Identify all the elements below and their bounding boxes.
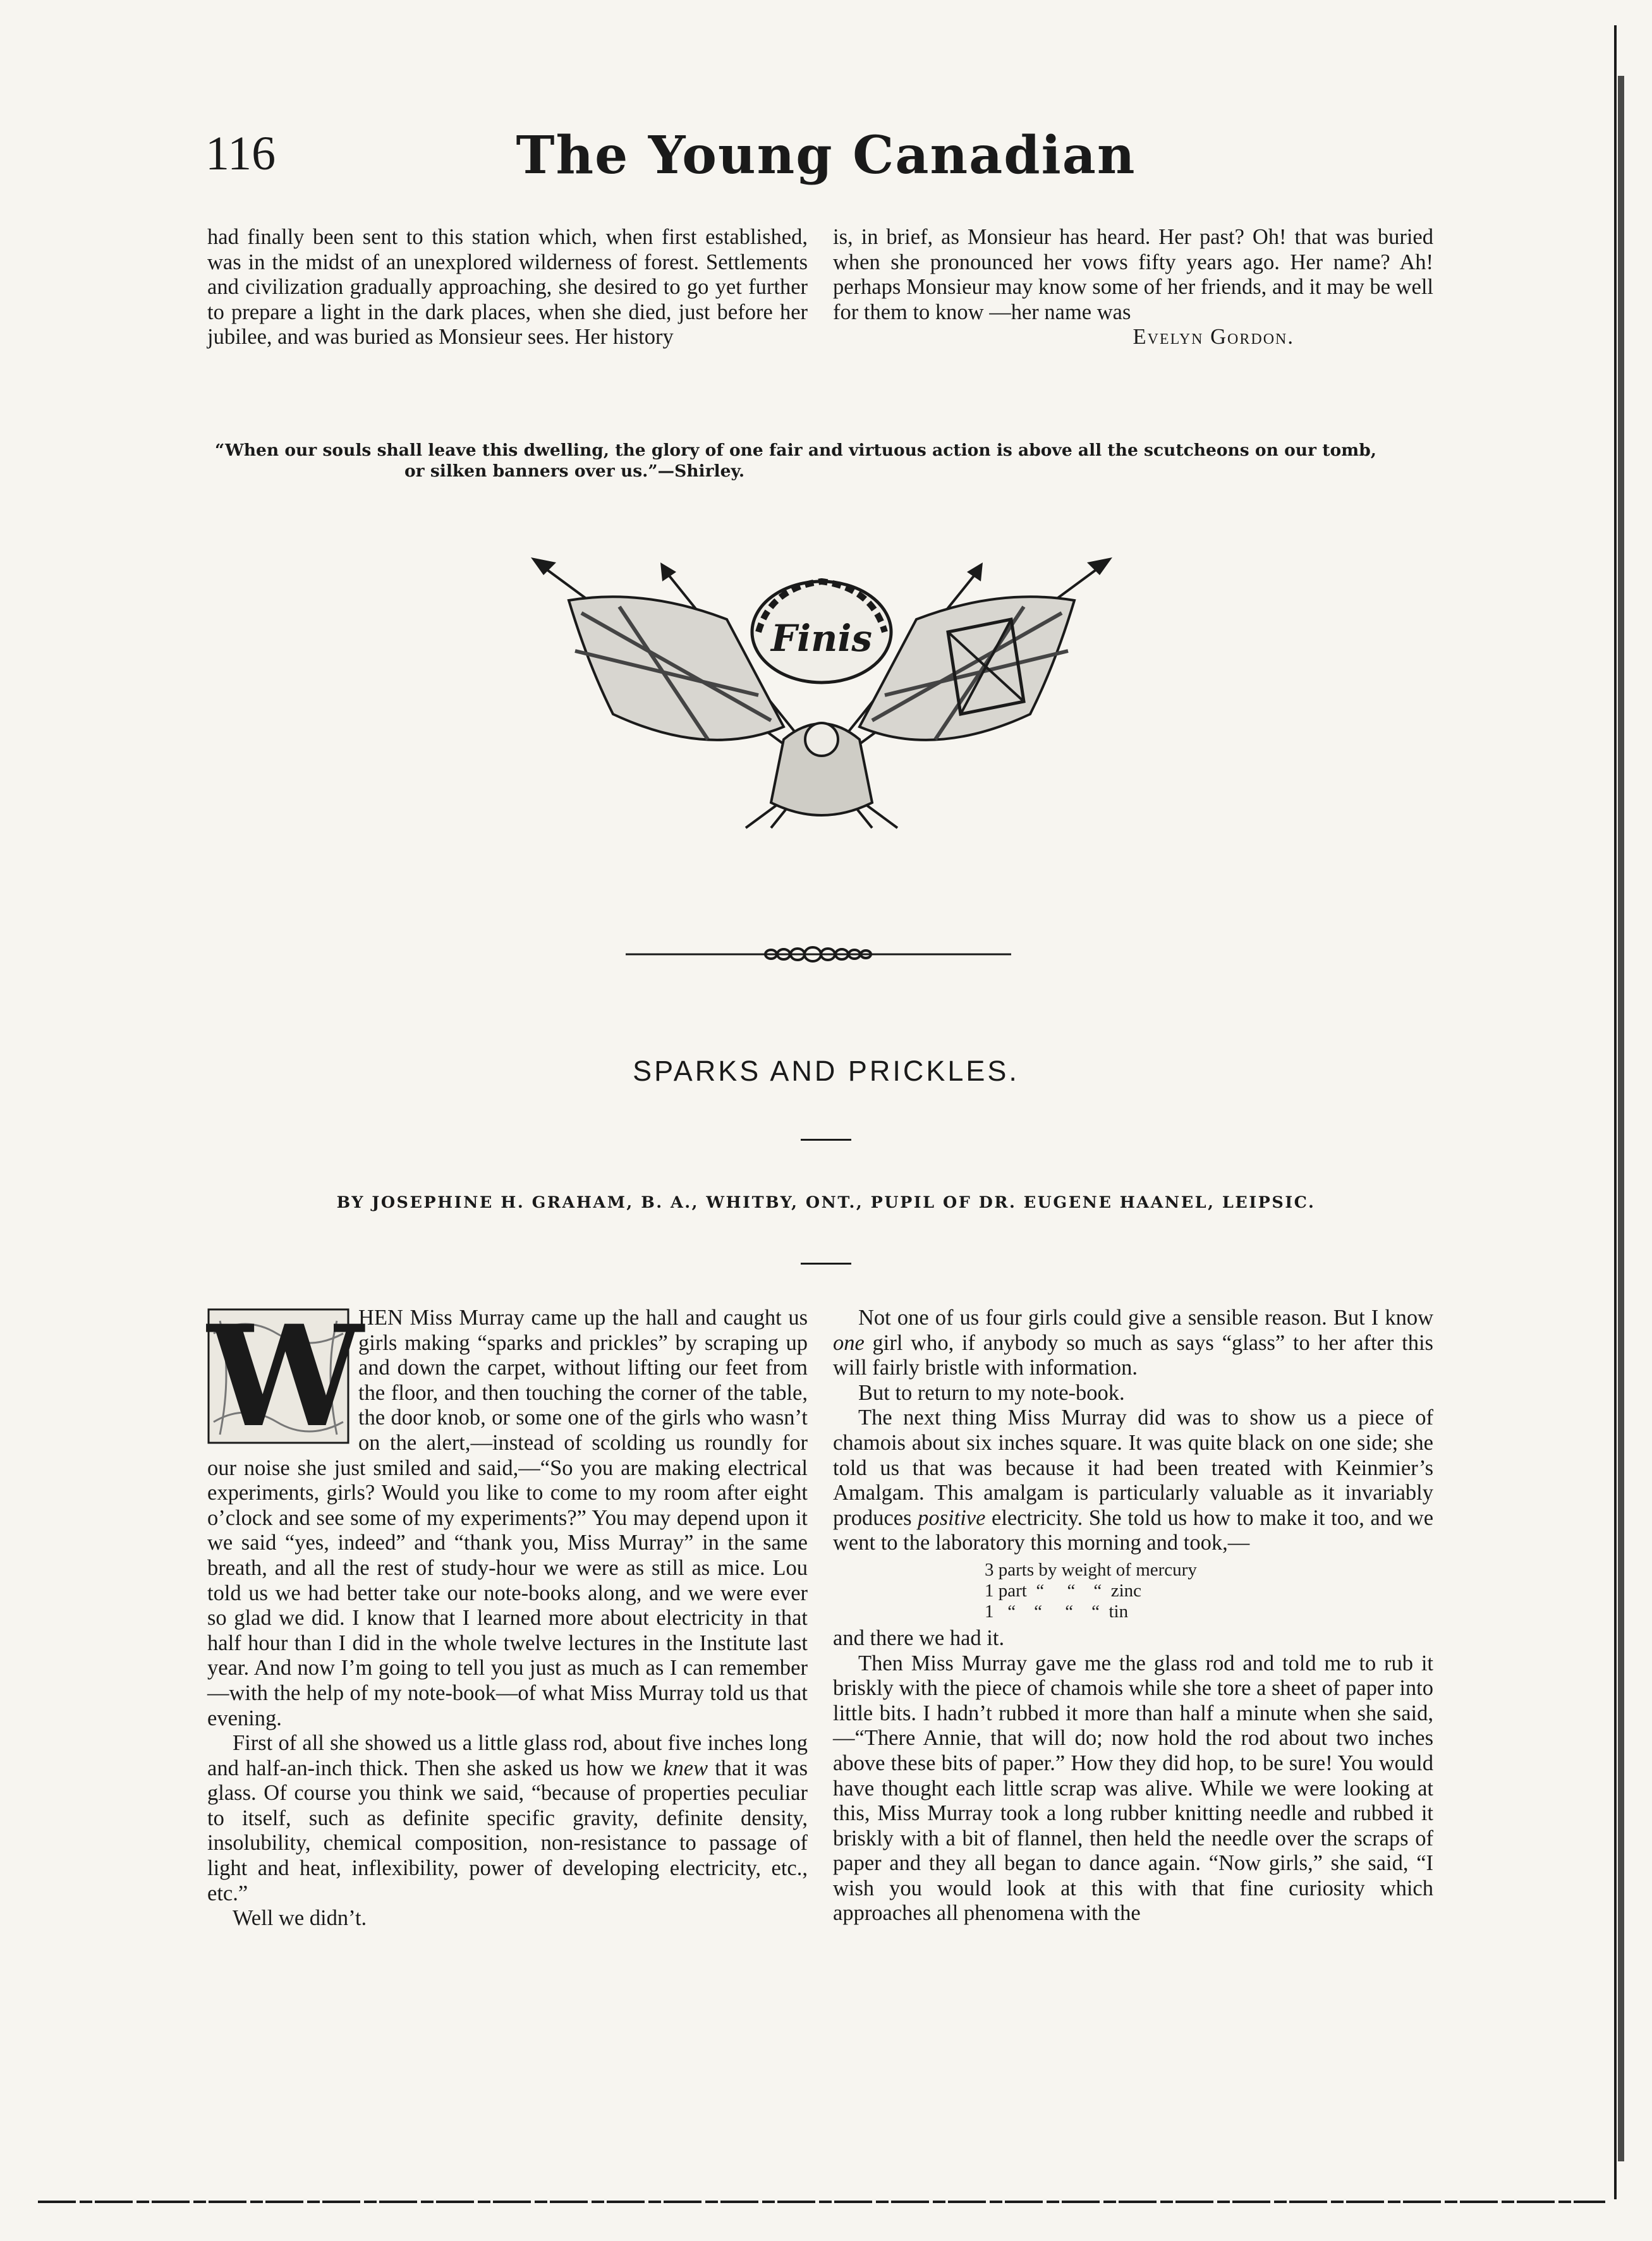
paragraph: Then Miss Murray gave me the glass rod and told me to rub it briskly with the piece of chamois while she tore a sheet of paper into little bits. I hadn’t rubbed it more than half a minute when she said,—“There Annie, that will do; now hold the rod about two inches above these bits of paper.” How they did hop, to be sure! You would have thought each little scrap was alive. While we were looking at this, Miss Murray took a long rubber knitting needle and rubbed it briskly with a bit of flannel, then held the needle over the scraps of paper and they all began to dance again. “Now girls,” she said, “I wish you would look at this with that fine curiosity which approaches all phenomena with the <box>833 1651 1433 1926</box>
formula-line: 3 parts by weight of mercury <box>985 1559 1197 1580</box>
previous-article-text-right: is, in brief, as Monsieur has heard. Her past? Oh! that was buried when she pronounced her vows fifty years ago. Her name? Ah! perhaps Monsieur may know some of her friends, and it may be well for them to know —her name was <box>833 225 1433 324</box>
drop-cap-letter: W <box>207 1294 364 1458</box>
previous-article-right-column <box>833 225 1433 350</box>
title-divider <box>801 1139 851 1141</box>
article-right-column <box>833 1306 1433 1926</box>
epigraph <box>215 440 1441 482</box>
finis-label: Finis <box>770 617 873 660</box>
formula-line: 1 “ “ “ “ tin <box>985 1601 1129 1622</box>
paragraph: and there we had it. <box>833 1625 1005 1650</box>
formula-line: 1 part “ “ “ zinc <box>985 1580 1142 1601</box>
epigraph-line-2: or silken banners over us.”—Shirley. <box>404 461 745 481</box>
paragraph: But to return to my note-book. <box>858 1380 1125 1405</box>
article-left-column <box>207 1294 808 1931</box>
page-number: 116 <box>205 127 276 180</box>
article-byline: BY JOSEPHINE H. GRAHAM, B. A., WHITBY, ONT., PUPIL OF DR. EUGENE HAANEL, LEIPSIC. <box>336 1193 1316 1212</box>
byline-divider <box>801 1263 851 1265</box>
ornamental-divider <box>626 942 1011 967</box>
author-signature: Evelyn Gordon. <box>1133 325 1294 349</box>
amalgam-formula <box>985 1560 1433 1622</box>
article-title: SPARKS AND PRICKLES. <box>633 1055 1019 1087</box>
magazine-title: The Young Canadian <box>516 125 1136 186</box>
page-edge-binding <box>1609 0 1627 2238</box>
page-bottom-rule <box>38 2193 1605 2208</box>
previous-article-text-left: had finally been sent to this station which, when first established, was in the midst of an unexplored wilderness of forest. Settlements and civilization gradually approaching, she desired to go yet further to prepare a light in the dark places, when she died, just before her jubilee, and was buried as Monsieur sees. Her history <box>207 225 808 349</box>
drop-cap <box>207 1294 364 1458</box>
paragraph: The next thing Miss Murray did was to show us a piece of chamois about six inches square. It was quite black on one side; she told us that was because it had been treated with Keinmier’s Amalgam. This amalgam is particularly valuable as it invariably produces positive electricity. She told us how to make it too, and we went to the laboratory this morning and took,— <box>833 1406 1434 1555</box>
epigraph-line-1: “When our souls shall leave this dwelling, the glory of one fair and virtuous action is above all the scutcheons on our tomb, <box>215 440 1376 460</box>
paragraph: First of all she showed us a little glass rod, about five inches long and half-an-inch thick. Then she asked us how we knew that it was glass. Of course you think we said, “because of properties peculiar to itself, such as definite specific gravity, definite density, insolubility, chemical composition, non-resistance to passage of light and heat, inflexibility, power of developing electricity, etc., etc.” <box>207 1731 808 1905</box>
previous-article-left-column <box>207 225 808 350</box>
crossed-flags-wreath-icon <box>518 550 1125 847</box>
paragraph: Well we didn’t. <box>233 1906 367 1931</box>
paragraph: Not one of us four girls could give a sensible reason. But I know one girl who, if anybody so much as says “glass” to her after this will fairly bristle with information. <box>833 1306 1433 1380</box>
paragraph: HEN Miss Murray came up the hall and caught us girls making “sparks and prickles” by scraping up and down the carpet, without lifting our feet from the floor, and then touching the corner of the table, the door knob, or some one of the girls who wasn’t on the alert,—instead of scolding us roundly for our noise she just smiled and said,—“So you are making electrical experiments, girls? Would you like to come to my room after eight o’clock and see some of my experiments?” You may depend upon it we said “yes, indeed” and “thank you, Miss Murray” in the same breath, and all the rest of study-hour we were as still as mice. Lou told us we had better take our note-books along, and we were ever so glad we did. I know that I learned more about electricity in that half hour than I did in the whole twelve lectures in the Institute last year. And now I’m going to tell you just as much as I can remember—with the help of my note-book—of what Miss Murray told us that evening. <box>207 1306 808 1730</box>
